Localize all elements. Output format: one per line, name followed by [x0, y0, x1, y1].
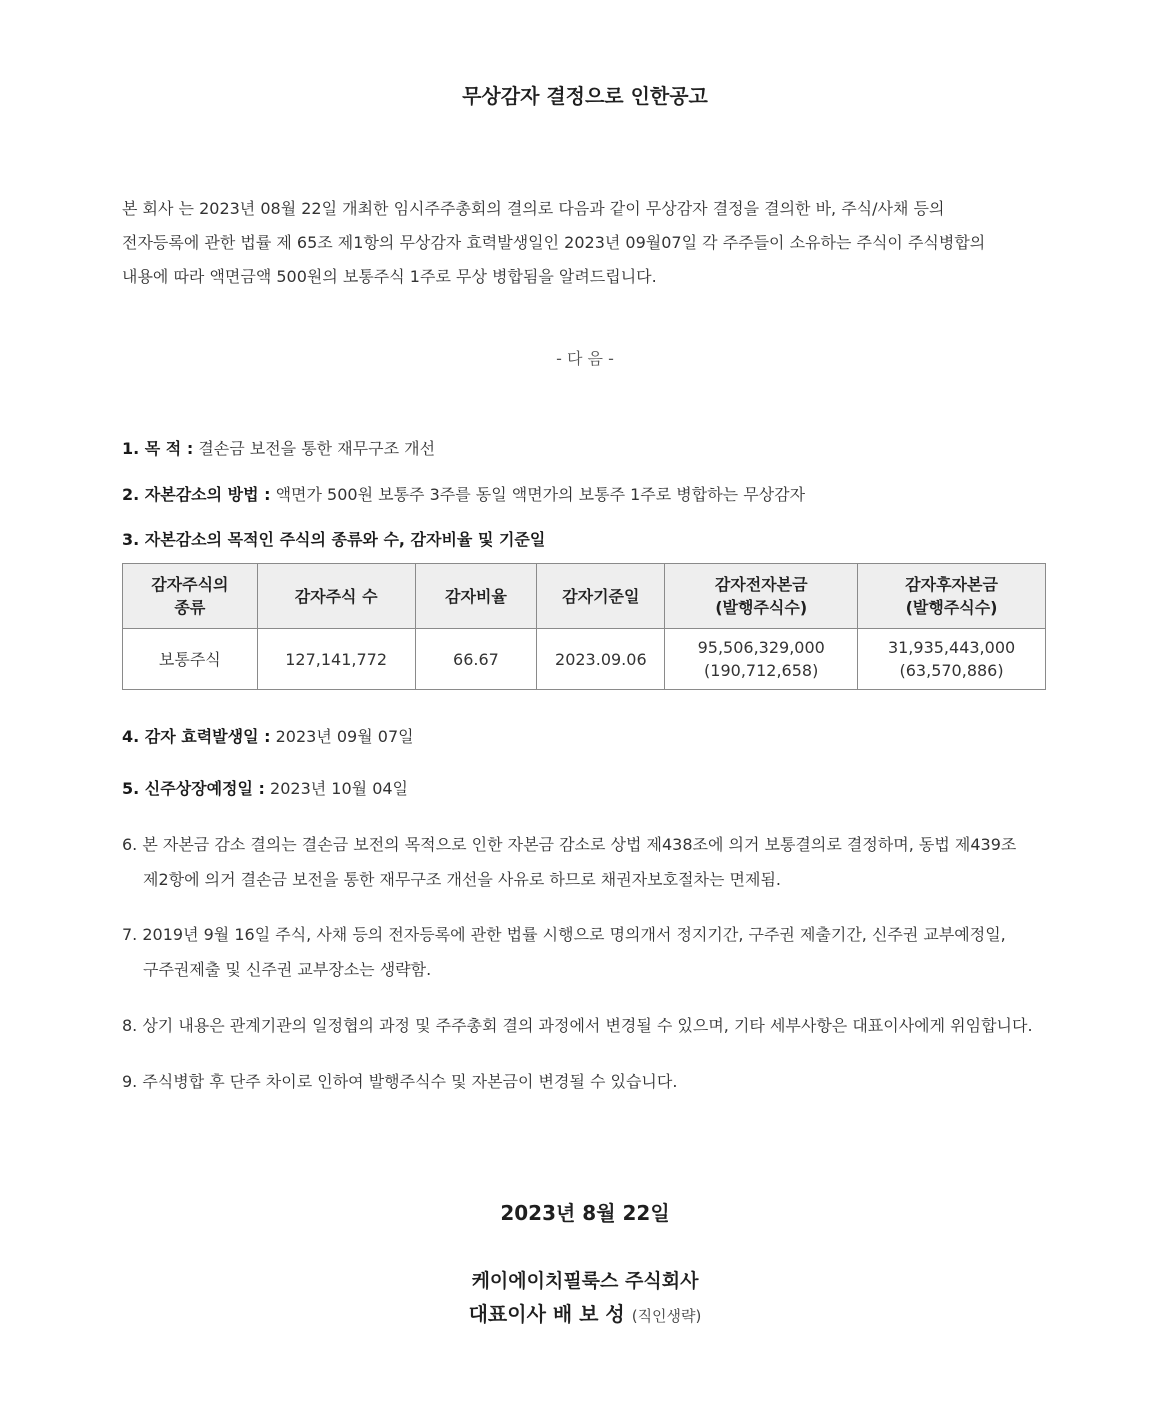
item-label: 4. 감자 효력발생일 :: [122, 727, 271, 746]
item-effective-date: [122, 724, 414, 747]
item-line: 제2항에 의거 결손금 보전을 통한 재무구조 개선을 사유로 하므로 채권자보호절차는 면제됨.: [143, 870, 781, 889]
intro-line: 본 회사 는 2023년 08월 22일 개최한 임시주주총회의 결의로 다음과 같이 무상감자 결정을 결의한 바, 주식/사채 등의: [122, 199, 945, 218]
item-line: 구주권제출 및 신주권 교부장소는 생략함.: [143, 960, 432, 979]
header-cell: 감자기준일: [537, 564, 665, 629]
item-legal-basis: [122, 827, 1016, 897]
notice-date: 2023년 8월 22일: [500, 1201, 670, 1225]
ratio-cell: 66.67: [415, 629, 537, 690]
item-table-heading: [122, 527, 545, 550]
item-value: 결손금 보전을 통한 재무구조 개선: [193, 439, 436, 458]
table-header-row: [123, 564, 1046, 629]
item-fractional-shares: 9. 주식병합 후 단주 차이로 인하여 발행주식수 및 자본금이 변경될 수 있습니다.: [122, 1072, 678, 1091]
header-cell: 감자주식의 종류: [123, 564, 258, 629]
item-method: [122, 482, 805, 505]
before-capital-cell: 95,506,329,000 (190,712,658): [665, 629, 858, 690]
ceo-signature: [0, 1298, 1170, 1327]
item-electronic-registration: [122, 917, 1006, 987]
item-listing-date: [122, 776, 408, 799]
after-capital-cell: 31,935,443,000 (63,570,886): [858, 629, 1046, 690]
ceo-name: 대표이사 배 보 성: [468, 1302, 625, 1326]
seal-note: (직인생략): [631, 1307, 702, 1325]
header-cell: 감자후자본금 (발행주식수): [858, 564, 1046, 629]
item-purpose: [122, 436, 435, 459]
intro-line: 내용에 따라 액면금액 500원의 보통주식 1주로 무상 병합됨을 알려드립니다.: [122, 267, 657, 286]
intro-line: 전자등록에 관한 법률 제 65조 제1항의 무상감자 효력발생일인 2023년 09월07일 각 주주들이 소유하는 주식이 주식병합의: [122, 233, 986, 252]
item-delegation: 8. 상기 내용은 관계기관의 일정협의 과정 및 주주총회 결의 과정에서 변경될 수 있으며, 기타 세부사항은 대표이사에게 위임합니다.: [122, 1016, 1033, 1035]
company-name: 케이에이치필룩스 주식회사: [471, 1270, 699, 1292]
following-heading: - 다 음 -: [556, 349, 614, 368]
item-value: 액면가 500원 보통주 3주를 동일 액면가의 보통주 1주로 병합하는 무상감자: [270, 485, 806, 504]
intro-paragraph: [122, 192, 1062, 294]
header-cell: 감자주식 수: [257, 564, 415, 629]
item-label: 2. 자본감소의 방법 :: [122, 485, 271, 504]
item-value: 2023년 09월 07일: [270, 727, 414, 746]
item-line: 7. 2019년 9월 16일 주식, 사채 등의 전자등록에 관한 법률 시행으로 명의개서 정지기간, 구주권 제출기간, 신주권 교부예정일,: [122, 925, 1006, 944]
item-label: 1. 목 적 :: [122, 439, 194, 458]
capital-reduction-table: [122, 563, 1046, 690]
notice-title: 무상감자 결정으로 인한공고: [462, 84, 708, 108]
record-date-cell: 2023.09.06: [537, 629, 665, 690]
header-cell: 감자전자본금 (발행주식수): [665, 564, 858, 629]
item-value: 2023년 10월 04일: [264, 779, 409, 798]
stock-type-cell: 보통주식: [123, 629, 258, 690]
item-line: 6. 본 자본금 감소 결의는 결손금 보전의 목적으로 인한 자본금 감소로 상법 제438조에 의거 보통결의로 결정하며, 동법 제439조: [122, 835, 1017, 854]
header-cell: 감자비율: [415, 564, 537, 629]
item-label: 3. 자본감소의 목적인 주식의 종류와 수, 감자비율 및 기준일: [122, 530, 546, 549]
table-row: [123, 629, 1046, 690]
shares-cell: 127,141,772: [257, 629, 415, 690]
item-label: 5. 신주상장예정일 :: [122, 779, 265, 798]
